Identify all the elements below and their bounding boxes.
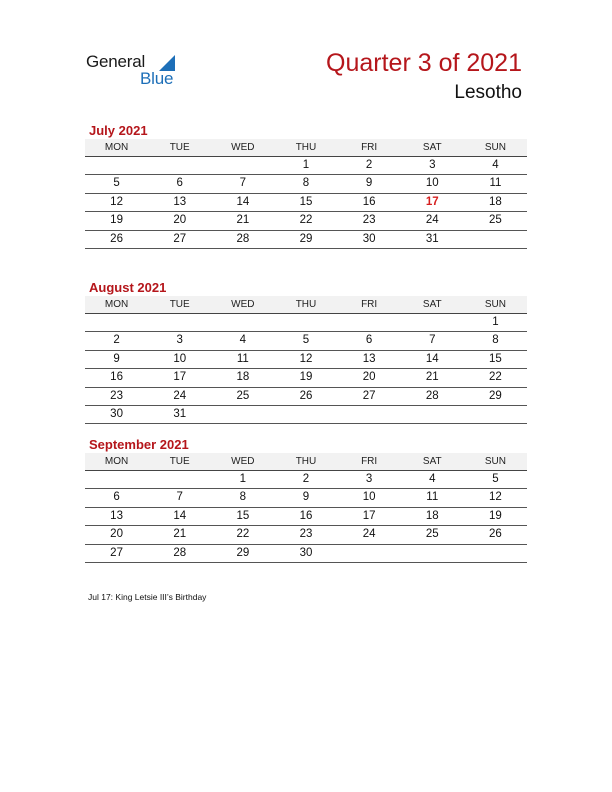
day-cell: 9 [338, 175, 401, 193]
week-row [85, 369, 527, 387]
day-cell: 29 [464, 387, 527, 405]
day-cell: 20 [148, 212, 211, 230]
week-row [85, 526, 527, 544]
day-cell: 1 [211, 471, 274, 489]
week-row [85, 387, 527, 405]
day-cell: 12 [464, 489, 527, 507]
day-cell: 3 [401, 157, 464, 175]
day-cell: 15 [211, 507, 274, 525]
day-cell: 6 [338, 332, 401, 350]
day-cell: 10 [401, 175, 464, 193]
month-title: July 2021 [89, 123, 148, 138]
day-cell: 13 [85, 507, 148, 525]
month-title: September 2021 [89, 437, 189, 452]
logo-word-general: General [86, 52, 146, 71]
weekday-header: TUE [148, 296, 211, 314]
day-cell: 12 [274, 350, 337, 368]
day-cell: 31 [401, 230, 464, 248]
week-row [85, 471, 527, 489]
day-cell: 19 [274, 369, 337, 387]
day-cell: 25 [211, 387, 274, 405]
day-cell: 13 [338, 350, 401, 368]
day-cell: 27 [148, 230, 211, 248]
weekday-header: MON [85, 453, 148, 471]
day-cell [401, 406, 464, 424]
calendar-grid [85, 139, 527, 249]
day-cell: 2 [338, 157, 401, 175]
month-title: August 2021 [89, 280, 167, 295]
weekday-header: SAT [401, 296, 464, 314]
week-row [85, 230, 527, 248]
day-cell [211, 157, 274, 175]
day-cell [211, 314, 274, 332]
weekday-header: WED [211, 453, 274, 471]
weekday-header: TUE [148, 139, 211, 157]
weekday-header: SAT [401, 139, 464, 157]
day-cell [401, 544, 464, 562]
holiday-notes [88, 592, 206, 602]
week-row [85, 507, 527, 525]
day-cell: 27 [338, 387, 401, 405]
day-cell: 24 [401, 212, 464, 230]
day-cell: 6 [85, 489, 148, 507]
day-cell [274, 406, 337, 424]
day-cell: 25 [401, 526, 464, 544]
day-cell: 31 [148, 406, 211, 424]
day-cell [464, 406, 527, 424]
weekday-header: WED [211, 139, 274, 157]
day-cell: 29 [274, 230, 337, 248]
day-cell: 30 [338, 230, 401, 248]
day-cell: 15 [464, 350, 527, 368]
day-cell: 14 [401, 350, 464, 368]
day-cell: 8 [464, 332, 527, 350]
day-cell: 4 [401, 471, 464, 489]
day-cell: 8 [274, 175, 337, 193]
day-cell: 14 [211, 193, 274, 211]
weekday-header: WED [211, 296, 274, 314]
day-cell: 9 [274, 489, 337, 507]
day-cell: 18 [464, 193, 527, 211]
weekday-header: SUN [464, 139, 527, 157]
day-cell: 16 [274, 507, 337, 525]
weekday-header: TUE [148, 453, 211, 471]
day-cell: 21 [148, 526, 211, 544]
day-cell: 7 [401, 332, 464, 350]
week-row [85, 314, 527, 332]
day-cell: 24 [338, 526, 401, 544]
day-cell: 1 [274, 157, 337, 175]
page-title: Quarter 3 of 2021 [326, 49, 522, 77]
day-cell: 26 [274, 387, 337, 405]
day-cell: 27 [85, 544, 148, 562]
day-cell: 20 [85, 526, 148, 544]
day-cell [148, 314, 211, 332]
day-cell: 29 [211, 544, 274, 562]
day-cell: 11 [464, 175, 527, 193]
day-cell: 30 [274, 544, 337, 562]
day-cell: 2 [85, 332, 148, 350]
day-cell: 28 [148, 544, 211, 562]
day-cell: 28 [401, 387, 464, 405]
weekday-header-row [85, 453, 527, 471]
day-cell: 26 [85, 230, 148, 248]
day-cell: 5 [274, 332, 337, 350]
weekday-header: MON [85, 139, 148, 157]
day-cell: 18 [211, 369, 274, 387]
day-cell [85, 471, 148, 489]
week-row [85, 157, 527, 175]
weekday-header: THU [274, 453, 337, 471]
weekday-header: THU [274, 139, 337, 157]
day-cell: 14 [148, 507, 211, 525]
weekday-header: MON [85, 296, 148, 314]
weekday-header: SUN [464, 453, 527, 471]
day-cell [274, 314, 337, 332]
day-cell [85, 157, 148, 175]
day-cell: 16 [338, 193, 401, 211]
day-cell: 18 [401, 507, 464, 525]
day-cell: 30 [85, 406, 148, 424]
day-cell: 16 [85, 369, 148, 387]
calendar-grid [85, 453, 527, 563]
day-cell: 8 [211, 489, 274, 507]
day-cell: 4 [464, 157, 527, 175]
day-cell: 23 [338, 212, 401, 230]
day-cell: 7 [211, 175, 274, 193]
day-cell: 3 [148, 332, 211, 350]
weekday-header-row [85, 139, 527, 157]
week-row [85, 350, 527, 368]
day-cell: 11 [401, 489, 464, 507]
day-cell: 6 [148, 175, 211, 193]
day-cell [338, 544, 401, 562]
holiday-note: Jul 17: King Letsie III’s Birthday [88, 592, 207, 602]
weekday-header: FRI [338, 453, 401, 471]
day-cell: 23 [274, 526, 337, 544]
day-cell: 21 [401, 369, 464, 387]
week-row [85, 406, 527, 424]
day-cell: 22 [211, 526, 274, 544]
day-cell [85, 314, 148, 332]
logo-word-blue: Blue [140, 69, 174, 88]
day-cell: 5 [464, 471, 527, 489]
day-cell: 17 [338, 507, 401, 525]
day-cell: 5 [85, 175, 148, 193]
day-cell [148, 471, 211, 489]
weekday-header: SUN [464, 296, 527, 314]
weekday-header: SAT [401, 453, 464, 471]
day-cell: 22 [464, 369, 527, 387]
day-cell [464, 544, 527, 562]
day-cell: 11 [211, 350, 274, 368]
day-cell: 19 [85, 212, 148, 230]
weekday-header: FRI [338, 296, 401, 314]
month-block-july [85, 122, 527, 249]
holiday-day-cell: 17 [401, 193, 464, 211]
week-row [85, 193, 527, 211]
day-cell [338, 406, 401, 424]
day-cell [338, 314, 401, 332]
day-cell: 2 [274, 471, 337, 489]
country-name: Lesotho [454, 82, 522, 103]
week-row [85, 489, 527, 507]
day-cell: 4 [211, 332, 274, 350]
day-cell: 3 [338, 471, 401, 489]
calendar-grid [85, 296, 527, 424]
day-cell [148, 157, 211, 175]
day-cell: 10 [338, 489, 401, 507]
day-cell: 19 [464, 507, 527, 525]
day-cell: 1 [464, 314, 527, 332]
day-cell: 7 [148, 489, 211, 507]
weekday-header-row [85, 296, 527, 314]
day-cell: 20 [338, 369, 401, 387]
day-cell: 17 [148, 369, 211, 387]
day-cell: 23 [85, 387, 148, 405]
weekday-header: FRI [338, 139, 401, 157]
week-row [85, 212, 527, 230]
day-cell: 22 [274, 212, 337, 230]
day-cell: 13 [148, 193, 211, 211]
day-cell: 24 [148, 387, 211, 405]
day-cell [464, 230, 527, 248]
month-block-august [85, 279, 527, 424]
day-cell: 12 [85, 193, 148, 211]
weekday-header: THU [274, 296, 337, 314]
day-cell: 28 [211, 230, 274, 248]
day-cell: 21 [211, 212, 274, 230]
day-cell [401, 314, 464, 332]
day-cell: 9 [85, 350, 148, 368]
day-cell: 15 [274, 193, 337, 211]
week-row [85, 332, 527, 350]
week-row [85, 544, 527, 562]
week-row [85, 175, 527, 193]
general-blue-logo [86, 52, 196, 92]
day-cell: 26 [464, 526, 527, 544]
day-cell: 10 [148, 350, 211, 368]
month-block-september [85, 436, 527, 563]
day-cell: 25 [464, 212, 527, 230]
day-cell [211, 406, 274, 424]
